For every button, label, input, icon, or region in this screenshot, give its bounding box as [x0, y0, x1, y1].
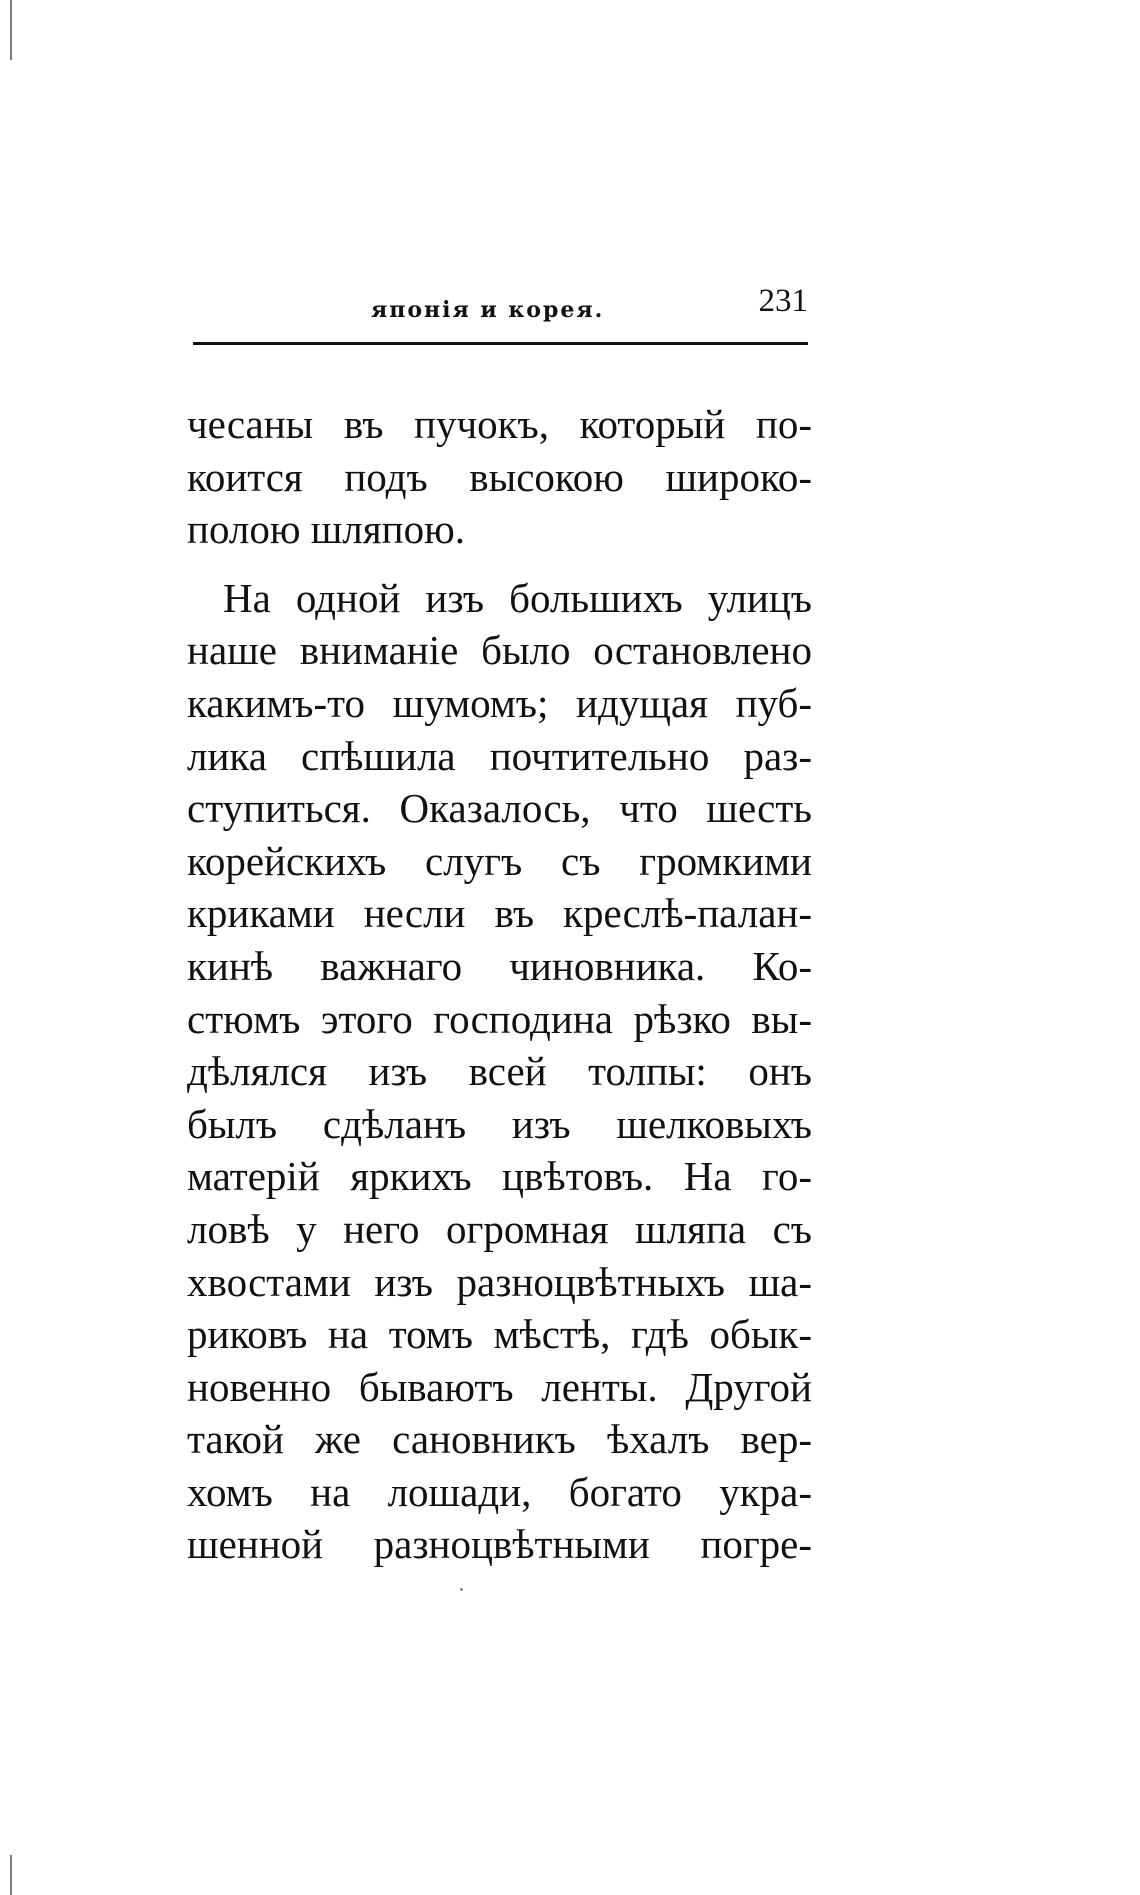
- text-line: лика спѣшила почтительно раз-: [187, 732, 812, 779]
- text-line: чесаны въ пучокъ, который по-: [187, 401, 812, 447]
- header-rule: [193, 342, 808, 345]
- text-line: криками несли въ креслѣ-палан-: [187, 890, 812, 937]
- page-number: 231: [758, 283, 808, 319]
- text-line: хомъ на лошади, богато укра-: [187, 1468, 812, 1515]
- scan-edge-mark-bottom: [10, 1855, 12, 1895]
- text-line: матерій яркихъ цвѣтовъ. На го-: [187, 1153, 812, 1200]
- text-line: риковъ на томъ мѣстѣ, гдѣ обык-: [187, 1311, 812, 1358]
- text-line: такой же сановникъ ѣхалъ вер-: [187, 1416, 812, 1463]
- text-line: дѣлялся изъ всей толпы: онъ: [187, 1048, 812, 1095]
- text-line: стюмъ этого господина рѣзко вы-: [187, 995, 812, 1042]
- text-line: полою шляпою.: [187, 506, 465, 553]
- scan-edge-mark-top: [10, 0, 12, 60]
- text-line: ступиться. Оказалось, что шесть: [187, 785, 812, 832]
- text-line: былъ сдѣланъ изъ шелковыхъ: [187, 1100, 812, 1147]
- page-header: [193, 276, 808, 332]
- print-speck: [460, 1588, 463, 1591]
- text-line: наше вниманіе было остановлено: [187, 627, 812, 674]
- text-line: кинѣ важнаго чиновника. Ко-: [187, 942, 812, 989]
- text-line: ловѣ у него огромная шляпа съ: [187, 1205, 812, 1252]
- body-text: [187, 398, 812, 1571]
- text-line: новенно бываютъ ленты. Другой: [187, 1363, 812, 1410]
- text-line: корейскихъ слугъ съ громкими: [187, 837, 812, 884]
- text-line: шенной разноцвѣтными погре-: [187, 1521, 812, 1568]
- text-line: какимъ-то шумомъ; идущая пуб-: [187, 679, 812, 726]
- running-title: японія и корея.: [371, 297, 605, 323]
- text-line: На одной изъ большихъ улицъ: [223, 574, 812, 621]
- paragraph-gap: [187, 556, 812, 572]
- text-line: коится подъ высокою широко-: [187, 453, 812, 500]
- text-line: хвостами изъ разноцвѣтныхъ ша-: [187, 1258, 812, 1305]
